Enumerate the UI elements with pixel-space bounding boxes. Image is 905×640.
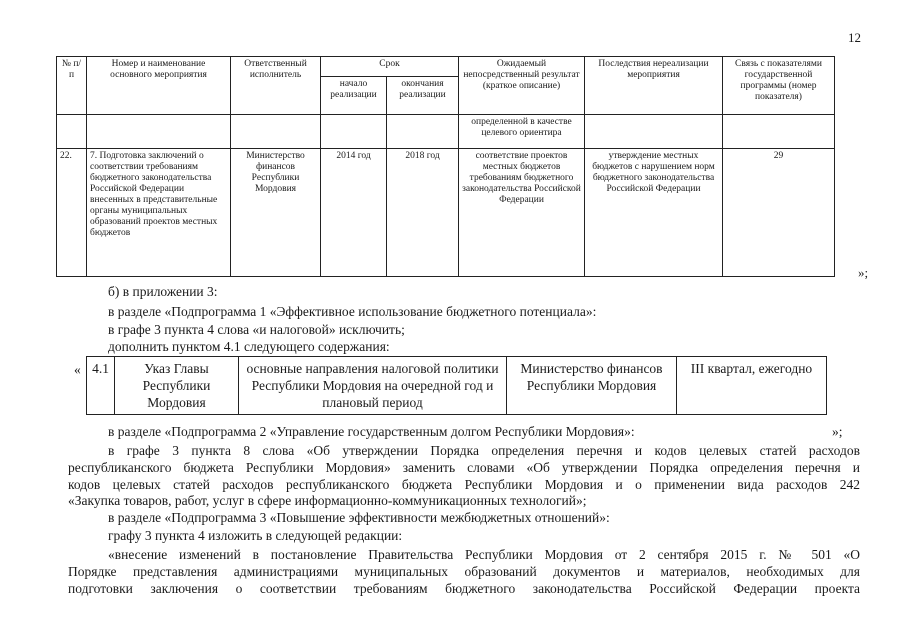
text-line: «внесение изменений в постановление Правительства Республики Мордовия от 2 сентября 2015 г. № 501 «О [108,547,860,562]
cell-result: соответствие проектов местных бюджетов требованиям бюджетного законодательства Российской Федерации [459,149,585,277]
table-row-continuation [57,115,835,149]
text-line: в разделе «Подпрограмма 3 «Повышение эффективности межбюджетных отношений»: [108,510,610,525]
text-line: Порядке представления администрациями муниципальных образований документов и материалов, необходимых для [68,564,860,579]
header-link: Связь с показателями государственной программы (номер показателя) [723,57,835,115]
header-result: Ожидаемый непосредственный результат (краткое описание) [459,57,585,115]
header-period: Срок [321,57,459,77]
cell-doc: Указ Главы Республики Мордовия [115,357,239,415]
header-executor: Ответственный исполнитель [231,57,321,115]
cell-consequences: утверждение местных бюджетов с нарушением норм бюджетного законодательства Российской Федерации [585,149,723,277]
text-line: б) в приложении 3: [108,284,218,299]
text-line: подготовки заключения о соответствии требованиям бюджетного законодательства Российской Федерации проекта [68,581,860,596]
cell-num: 22. [57,149,87,277]
text-line: графу 3 пункта 4 изложить в следующей редакции: [108,528,403,543]
table-row-22 [57,149,835,277]
cell-content: основные направления налоговой политики Республики Мордовия на очередной год и плановый период [239,357,507,415]
header-num: № п/п [57,57,87,115]
closing-quote-1: »; [858,265,869,280]
header-name: Номер и наименование основного мероприятия [87,57,231,115]
text-line: «Закупка товаров, работ, услуг в сфере информационно-коммуникационных технологий»; [68,493,587,508]
cell-executor: Министерство финансов Республики Мордовия [507,357,677,415]
cell-link: 29 [723,149,835,277]
text-line: республиканского бюджета Республики Мордовия» заменить словами «Об утверждении Порядка определения перечня и [68,460,860,475]
text-line: в разделе «Подпрограмма 2 «Управление государственным долгом Республики Мордовия»: [108,424,635,439]
text-line: дополнить пунктом 4.1 следующего содержания: [108,339,390,354]
cell-name: 7. Подготовка заключений о соответствии требованиям бюджетного законодательства Российской Федерации внесенных в представительные органы муниципальных образований проектов местных бюджетов [87,149,231,277]
text-line: в разделе «Подпрограмма 1 «Эффективное использование бюджетного потенциала»: [108,304,597,319]
cell-term: III квартал, ежегодно [677,357,827,415]
measures-table [56,56,835,277]
cell-end: 2018 год [387,149,459,277]
closing-quote-2: »; [832,424,843,439]
header-end: окончания реализации [387,77,459,115]
cell-result-cont: определенной в качестве целевого ориентира [459,115,585,149]
text-line: в графе 3 пункта 4 слова «и налоговой» исключить; [108,322,405,337]
insert-table [86,356,827,415]
header-start: начало реализации [321,77,387,115]
text-line: кодов целевых статей расходов республиканского бюджета Республики Мордовия и о применении вида расходов 242 [68,477,860,492]
cell-executor: Министерство финансов Республики Мордовия [231,149,321,277]
header-consequences: Последствия нереализации мероприятия [585,57,723,115]
cell-num: 4.1 [87,357,115,415]
text-line: в графе 3 пункта 8 слова «Об утверждении Порядка определения перечня и кодов целевых статей расходов [108,443,860,458]
cell-start: 2014 год [321,149,387,277]
page-number: 12 [848,30,861,45]
open-quote-2: « [74,362,81,377]
